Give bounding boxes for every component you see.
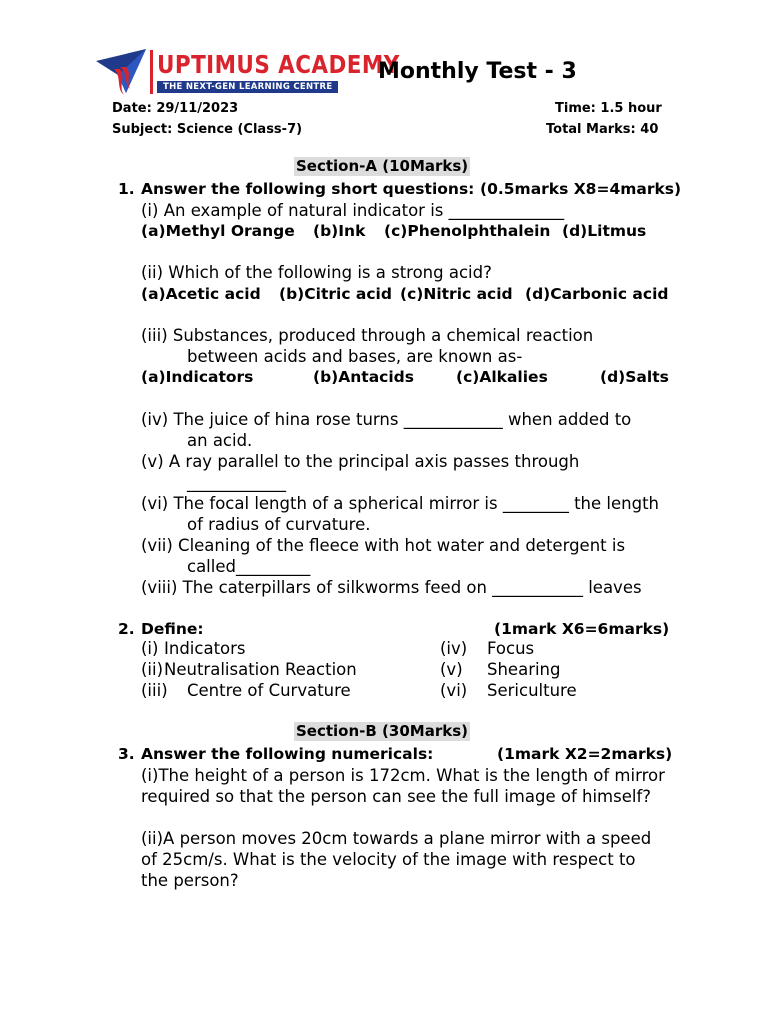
section-a-heading: Section-A (10Marks)	[296, 157, 469, 175]
q1-iii-option-d: (d)Salts	[600, 368, 669, 386]
q3-ii-text-line3: the person?	[141, 871, 239, 890]
q3-ii-text-line1: (ii)A person moves 20cm towards a plane mirror with a speed	[141, 829, 652, 848]
q2-item-v-number: (v)	[440, 660, 463, 679]
q1-ii-option-c: (c)Nitric acid	[400, 285, 513, 303]
q2-item-iv-number: (iv)	[440, 639, 468, 658]
q1-iv-text-line1: (iv) The juice of hina rose turns ____________ when added to	[141, 410, 632, 429]
q1-i-option-c: (c)Phenolphthalein	[384, 222, 551, 240]
q2-item-ii-number: (ii)	[141, 660, 164, 679]
q3-title: Answer the following numericals:	[141, 745, 434, 763]
q1-vi-text-line2: of radius of curvature.	[187, 515, 371, 534]
q1-i-option-b: (b)Ink	[313, 222, 366, 240]
q1-viii-text: (viii) The caterpillars of silkworms feed on ___________ leaves	[141, 578, 642, 597]
q2-item-iii-term: Centre of Curvature	[187, 681, 351, 700]
q1-i-option-d: (d)Litmus	[562, 222, 647, 240]
paper-plane-icon	[96, 47, 148, 99]
q1-ii-option-d: (d)Carbonic acid	[525, 285, 669, 303]
exam-subject: Subject: Science (Class-7)	[112, 122, 303, 137]
q3-i-text-line1: (i)The height of a person is 172cm. What is the length of mirror	[141, 766, 665, 785]
q1-iii-text-line1: (iii) Substances, produced through a chemical reaction	[141, 326, 594, 345]
q2-marks: (1mark X6=6marks)	[494, 620, 670, 638]
q2-item-i-term: Indicators	[164, 639, 246, 658]
q2-number: 2.	[118, 620, 135, 638]
section-b-heading: Section-B (30Marks)	[296, 722, 468, 740]
q1-ii-text: (ii) Which of the following is a strong acid?	[141, 263, 492, 282]
exam-date: Date: 29/11/2023	[112, 101, 239, 116]
q1-v-text-line1: (v) A ray parallel to the principal axis passes through	[141, 452, 580, 471]
q1-iv-text-line2: an acid.	[187, 431, 253, 450]
q2-item-ii-term: Neutralisation Reaction	[164, 660, 357, 679]
q2-item-iv-term: Focus	[487, 639, 535, 658]
q3-i-text-line2: required so that the person can see the full image of himself?	[141, 787, 652, 806]
test-title: Monthly Test - 3	[378, 59, 577, 84]
q2-item-v-term: Shearing	[487, 660, 561, 679]
q1-marks: (0.5marks X8=4marks)	[480, 180, 682, 198]
q1-i-option-a: (a)Methyl Orange	[141, 222, 295, 240]
q1-i-text: (i) An example of natural indicator is ______________	[141, 201, 565, 220]
q3-ii-text-line2: of 25cm/s. What is the velocity of the image with respect to	[141, 850, 636, 869]
q2-item-iii-number: (iii)	[141, 681, 168, 700]
brand-tagline: THE NEXT-GEN LEARNING CENTRE	[157, 81, 338, 93]
q1-iii-text-line2: between acids and bases, are known as-	[187, 347, 523, 366]
q1-ii-option-b: (b)Citric acid	[279, 285, 392, 303]
exam-time: Time: 1.5 hour	[555, 101, 662, 116]
q2-title: Define:	[141, 620, 204, 638]
q2-item-i-number: (i)	[141, 639, 159, 658]
q3-marks: (1mark X2=2marks)	[497, 745, 673, 763]
q1-iii-option-b: (b)Antacids	[313, 368, 414, 386]
q1-ii-option-a: (a)Acetic acid	[141, 285, 261, 303]
total-marks: Total Marks: 40	[546, 122, 659, 137]
q1-vi-text-line1: (vi) The focal length of a spherical mirror is ________ the length	[141, 494, 660, 513]
q1-iii-option-c: (c)Alkalies	[456, 368, 548, 386]
q1-number: 1.	[118, 180, 135, 198]
q1-v-text-line2: ____________	[187, 473, 286, 492]
q3-number: 3.	[118, 745, 135, 763]
q2-item-vi-number: (vi)	[440, 681, 468, 700]
q1-vii-text-line2: called_________	[187, 557, 311, 576]
q1-title: Answer the following short questions:	[141, 180, 475, 198]
q1-iii-option-a: (a)Indicators	[141, 368, 254, 386]
brand-name: UPTIMUS ACADEMY	[157, 50, 400, 79]
q2-item-vi-term: Sericulture	[487, 681, 577, 700]
q1-vii-text-line1: (vii) Cleaning of the fleece with hot water and detergent is	[141, 536, 626, 555]
logo-divider	[150, 50, 153, 94]
